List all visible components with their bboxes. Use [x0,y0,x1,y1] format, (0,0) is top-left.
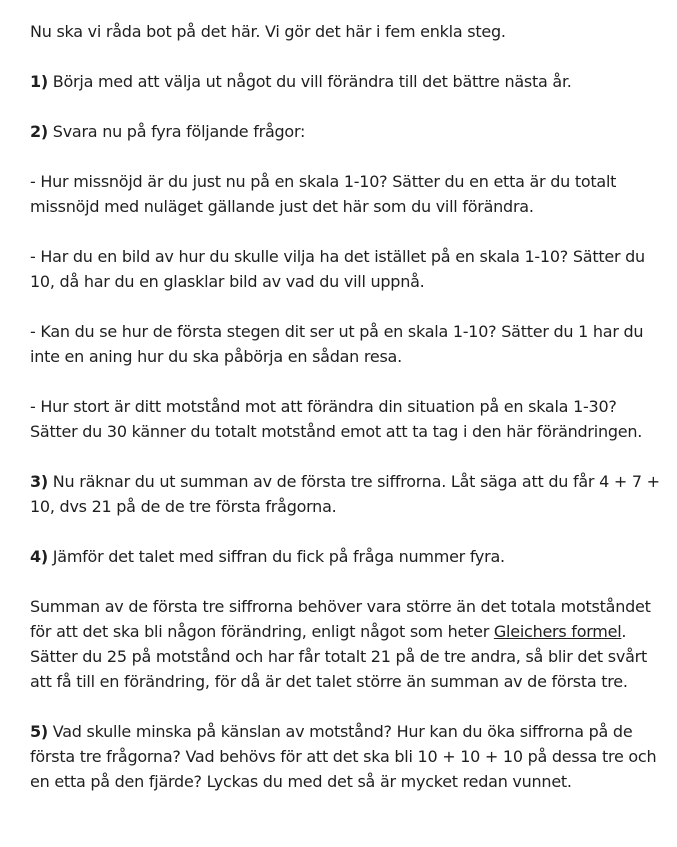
step-3-paragraph [30,469,665,519]
step-2-number: 2) [30,122,48,141]
summary-text-after: . Sätter du 25 på motstånd och har får totalt 21 på de tre andra, så blir det svårt att få till en förändring, för då är det talet större än summan av de första tre. [30,622,647,691]
gleichers-formel-link[interactable]: Gleichers formel [493,622,622,641]
summary-text-before: Summan av de första tre siffrorna behöver vara större än det totala motståndet för att det ska bli någon förändring, enligt något som heter [30,597,651,641]
step-2-text: Svara nu på fyra följande frågor: [47,122,306,141]
step-1-text: Börja med att välja ut något du vill förändra till det bättre nästa år. [47,72,572,91]
step-3-text: Nu räknar du ut summan av de första tre siffrorna. Låt säga att du får 4 + 7 + 10, dvs 21 på de de tre första frågorna. [30,472,660,516]
question-2: - Har du en bild av hur du skulle vilja ha det istället på en skala 1-10? Sätter du 10, då har du en glasklar bild av vad du vill uppnå. [30,247,645,291]
article-body [30,19,665,819]
step-4-paragraph [30,544,665,569]
step-1-number: 1) [30,72,48,91]
question-4: - Hur stort är ditt motstånd mot att förändra din situation på en skala 1-30? Sätter du 30 känner du totalt motstånd emot att ta tag i den här förändringen. [30,397,643,441]
step-1-paragraph [30,69,665,94]
summary-paragraph [30,594,665,694]
step-5-paragraph [30,719,665,794]
intro-paragraph: Nu ska vi råda bot på det här. Vi gör det här i fem enkla steg. [30,22,506,41]
step-5-text: Vad skulle minska på känslan av motstånd? Hur kan du öka siffrorna på de första tre frågorna? Vad behövs för att det ska bli 10 + 10 + 10 på dessa tre och en etta på den fjärde? Lyckas du med det så är mycket redan vunnet. [30,722,657,791]
question-3: - Kan du se hur de första stegen dit ser ut på en skala 1-10? Sätter du 1 har du inte en aning hur du ska påbörja en sådan resa. [30,322,644,366]
step-5-number: 5) [30,722,48,741]
step-2-paragraph [30,119,665,144]
step-3-number: 3) [30,472,48,491]
step-4-text: Jämför det talet med siffran du fick på fråga nummer fyra. [47,547,505,566]
step-4-number: 4) [30,547,48,566]
question-1: - Hur missnöjd är du just nu på en skala 1-10? Sätter du en etta är du totalt missnöjd med nuläget gällande just det här som du vill förändra. [30,172,617,216]
